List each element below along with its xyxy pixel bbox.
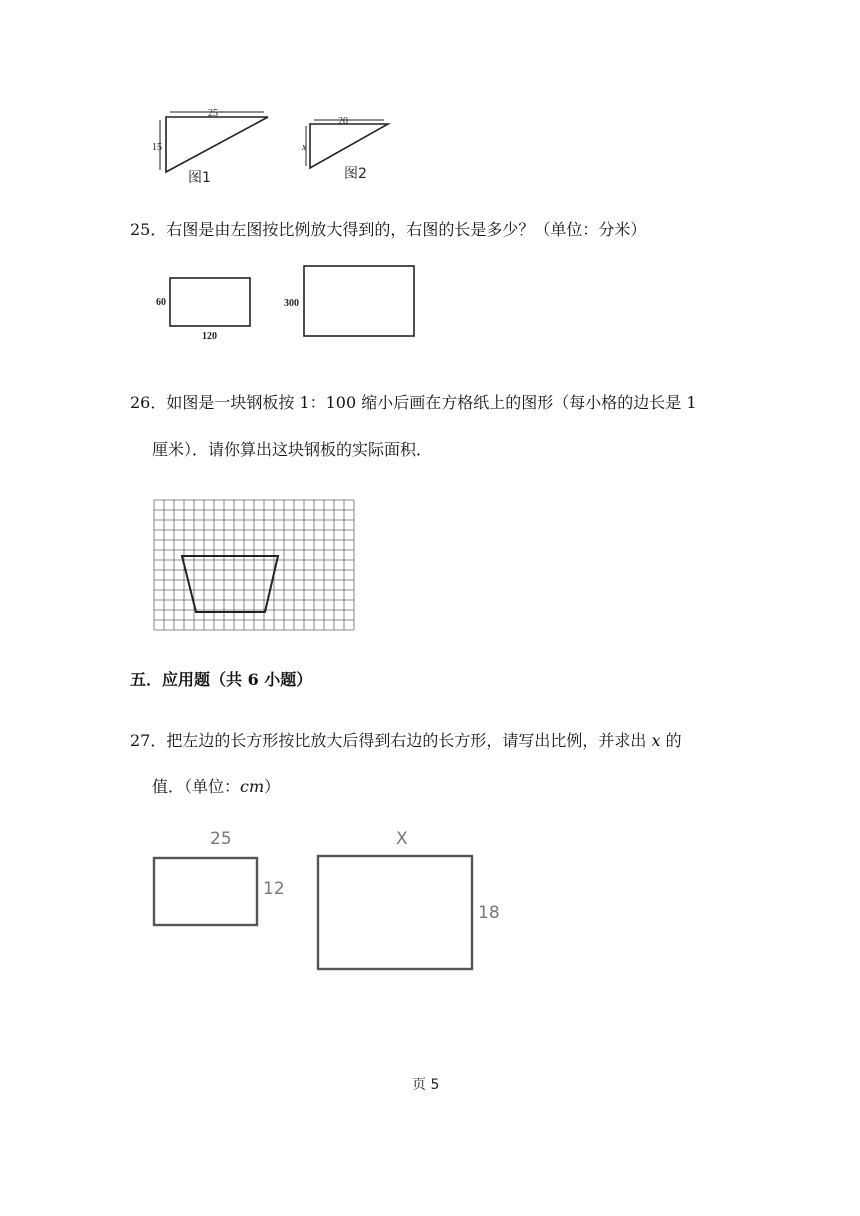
fig1-side-label: 15 — [152, 142, 162, 153]
q25-rectangles — [150, 262, 430, 342]
fig2-side-label: x — [302, 142, 307, 153]
q27-left-top-label: 25 — [210, 829, 232, 849]
q27-line2-part-b: ） — [264, 777, 281, 796]
question-27-line-2 — [152, 777, 280, 797]
q27-left-side-label: 12 — [263, 879, 285, 899]
triangle-figure-1 — [150, 108, 280, 188]
question-25-text: 25．右图是由左图按比例放大得到的，右图的长是多少？（单位：分米） — [130, 220, 647, 239]
q25-right-height-label: 300 — [284, 298, 299, 309]
q27-rectangles — [146, 824, 516, 980]
q27-variable-x: x — [651, 731, 661, 750]
question-26-line-2: 厘米）．请你算出这块钢板的实际面积． — [152, 440, 433, 459]
q25-rectangles-svg — [150, 262, 430, 342]
triangle-figure-2 — [300, 116, 400, 186]
q25-left-width-label: 120 — [202, 331, 217, 342]
triangle-2-svg — [300, 116, 400, 186]
q27-unit: cm — [240, 777, 265, 796]
question-26-line-1: 26．如图是一块钢板按 1：100 缩小后画在方格纸上的图形（每小格的边长是 1 — [130, 393, 697, 412]
fig2-top-label: 20 — [338, 116, 348, 127]
q27-rectangles-svg — [146, 824, 516, 980]
question-27-line-1 — [130, 731, 682, 751]
page-number: 页 5 — [412, 1077, 440, 1093]
triangle-1-svg — [150, 108, 280, 188]
section-5-title: 五．应用题（共 6 小题） — [130, 670, 313, 689]
fig1-caption: 图1 — [188, 170, 211, 186]
q25-left-height-label: 60 — [156, 297, 166, 308]
q27-right-side-label: 18 — [478, 903, 500, 923]
grid-svg — [152, 498, 356, 630]
fig1-top-label: 25 — [208, 108, 218, 119]
fig2-caption: 图2 — [344, 166, 367, 182]
q27-right-top-label: X — [396, 829, 408, 849]
q27-line2-part-a: 值．（单位： — [152, 777, 241, 796]
steel-plate-grid-figure — [152, 498, 356, 630]
q27-line1-part-b: 的 — [660, 731, 682, 750]
q27-line1-part-a: 27．把左边的长方形按比放大后得到右边的长方形，请写出比例，并求出 — [130, 731, 652, 750]
